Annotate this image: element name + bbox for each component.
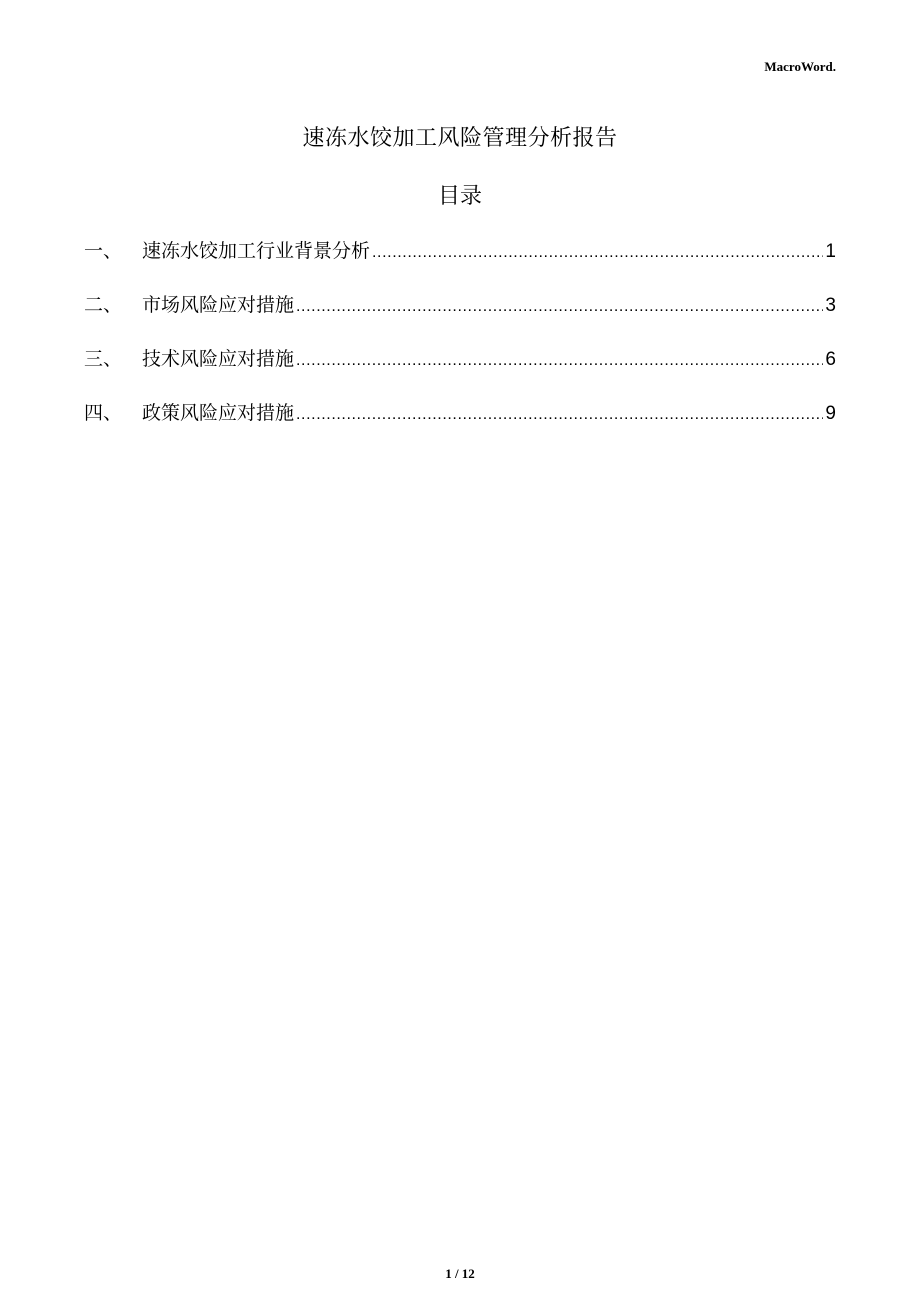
toc-dot-leader <box>372 244 823 262</box>
page-number-footer: 1 / 12 <box>445 1266 475 1281</box>
toc-entry-1[interactable] <box>84 236 836 290</box>
toc-entry-2[interactable] <box>84 290 836 344</box>
toc-entry-text: 速冻水饺加工行业背景分析 <box>142 240 371 262</box>
toc-entry-number: 一、 <box>84 240 123 262</box>
toc-entry-4[interactable] <box>84 398 836 452</box>
toc-entry-number: 二、 <box>84 294 123 316</box>
toc-dot-leader <box>296 406 823 424</box>
toc-dot-leader <box>296 298 823 316</box>
toc-entry-number: 三、 <box>84 348 123 370</box>
toc-entry-page: 9 <box>825 403 836 424</box>
toc-entry-text: 市场风险应对措施 <box>142 294 295 316</box>
table-of-contents <box>84 236 836 452</box>
toc-dot-leader <box>296 352 823 370</box>
toc-entry-text: 政策风险应对措施 <box>142 402 295 424</box>
toc-entry-page: 3 <box>825 295 836 316</box>
document-title: 速冻水饺加工风险管理分析报告 <box>302 126 618 151</box>
toc-entry-text: 技术风险应对措施 <box>142 348 295 370</box>
toc-entry-number: 四、 <box>84 402 123 424</box>
toc-entry-3[interactable] <box>84 344 836 398</box>
header-brand: MacroWord. <box>764 59 836 74</box>
toc-entry-page: 1 <box>825 241 836 262</box>
toc-entry-page: 6 <box>825 349 836 370</box>
toc-heading: 目录 <box>437 184 482 209</box>
